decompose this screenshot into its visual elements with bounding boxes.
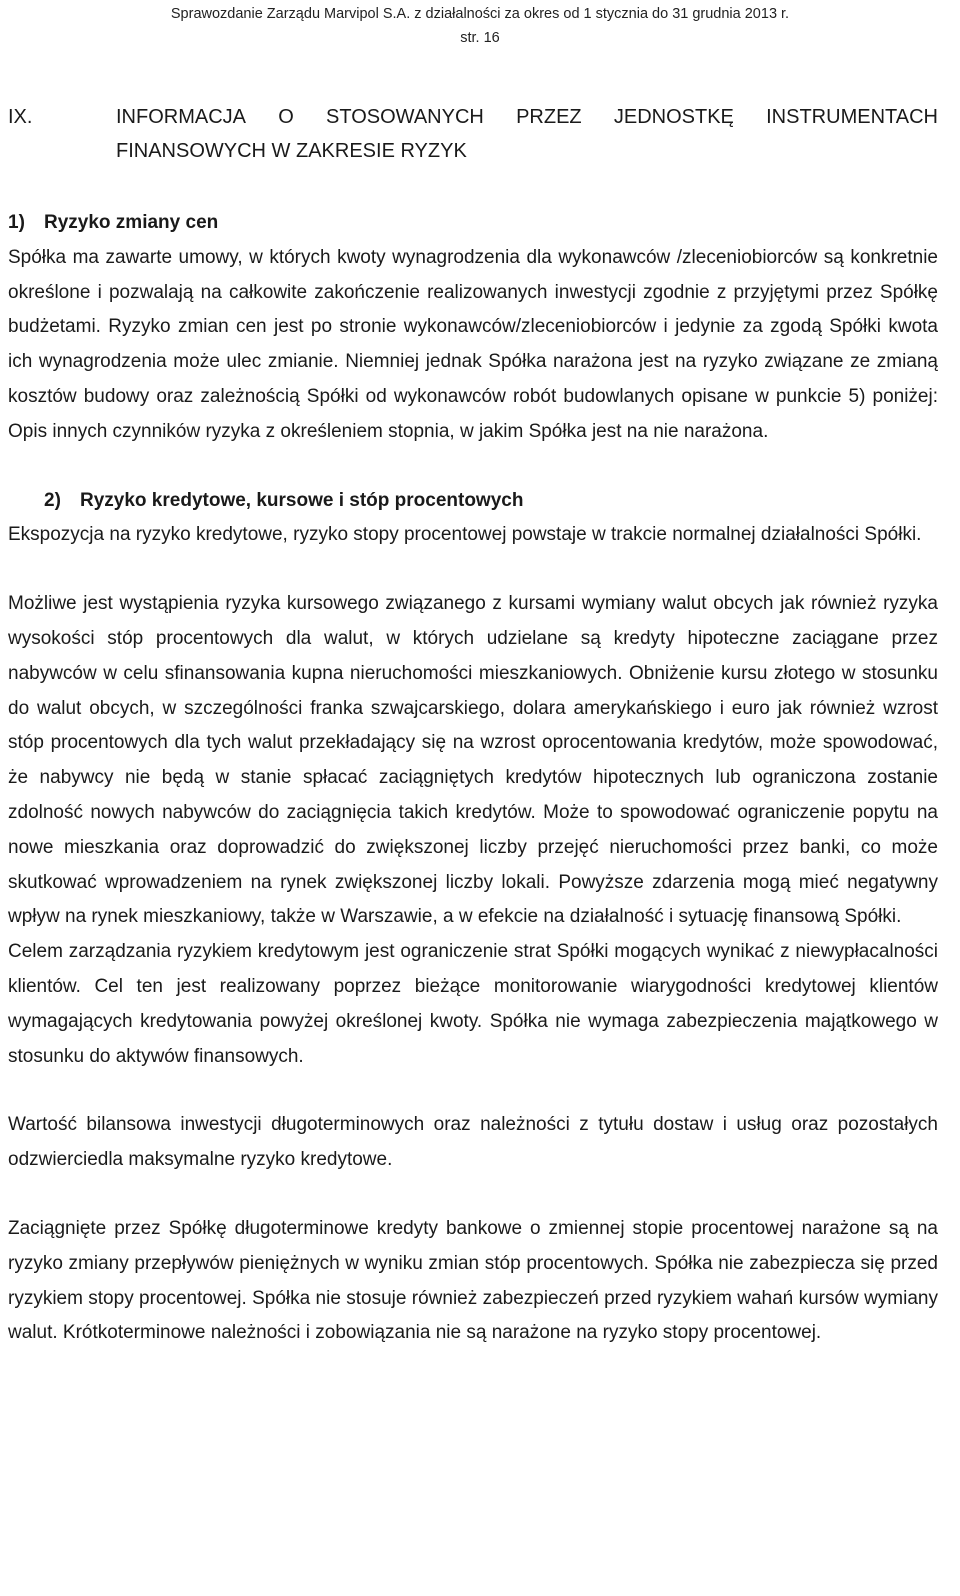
paragraph: Celem zarządzania ryzykiem kredytowym jest ograniczenie strat Spółki mogących wynikać z niewypłacalności klientów. Cel ten jest realizowany poprzez bieżące monitorowanie wiarygodności kredytowej klientów wymagających kredytowania powyżej określonej kwoty. Spółka nie wymaga zabezpieczenia majątkowego w stosunku do aktywów finansowych. (8, 941, 938, 1067)
title-word: STOSOWANYCH (326, 106, 484, 128)
title-word: PRZEZ (516, 106, 582, 128)
subsection-title: Ryzyko zmiany cen (44, 212, 219, 233)
subsection-heading-price-risk (8, 206, 938, 241)
paragraph: Ekspozycja na ryzyko kredytowe, ryzyko stopy procentowej powstaje w trakcie normalnej działalności Spółki. (8, 524, 922, 546)
subsection-number: 1) (8, 212, 25, 233)
paragraph: Wartość bilansowa inwestycji długoterminowych oraz należności z tytułu dostaw i usług oraz pozostałych odzwierciedla maksymalne ryzyko kredytowe. (8, 1114, 938, 1171)
spacer (8, 1178, 938, 1212)
section-number: IX. (8, 106, 33, 128)
title-word: INSTRUMENTACH (766, 106, 938, 128)
paragraph: Możliwe jest wystąpienia ryzyka kursowego związanego z kursami wymiany walut obcych jak również ryzyka wysokości stóp procentowych dla walut, w których udzielane są kredyty hipoteczne zaciągane przez nabywców w celu sfinansowania kupna nieruchomości mieszkaniowych. Obniżenie kursu złotego w stosunku do walut obcych, w szczególności franka szwajcarskiego, dolara amerykańskiego i euro jak również wzrost stóp procentowych dla tych walut przekładający się na wzrost oprocentowania kredytów, może spowodować, że nabywcy nie będą w stanie spłacać zaciągniętych kredytów hipotecznych lub ograniczona zostanie zdolność nowych nabywców do zaciągnięcia takich kredytów. Może to spowodować ograniczenie popytu na nowe mieszkania oraz doprowadzić do zwiększonej liczby przejęć nieruchomości przez banki, co może skutkować wprowadzeniem na rynek zwiększonej liczby lokali. Powyższe zdarzenia mogą mieć negatywny wpływ na rynek mieszkaniowy, także w Warszawie, a w efekcie na działalność i sytuację finansową Spółki. (8, 593, 938, 928)
running-header: Sprawozdanie Zarządu Marvipol S.A. z działalności za okres od 1 stycznia do 31 grudnia 2013 r. (170, 6, 790, 22)
section-title-line-1 (8, 100, 938, 134)
title-word: INFORMACJA (116, 106, 246, 128)
paragraph: Zaciągnięte przez Spółkę długoterminowe kredyty bankowe o zmiennej stopie procentowej narażone są na ryzyko zmiany przepływów pieniężnych w wyniku zmian stóp procentowych. Spółka nie zabezpiecza się przed ryzykiem stopy procentowej. Spółka nie stosuje również zabezpieczeń przed ryzykiem wahań kursów wymiany walut. Krótkoterminowe należności i zobowiązania nie są narażone na ryzyko stopy procentowej. (8, 1217, 938, 1344)
section-title-words (116, 100, 938, 134)
document-body (8, 206, 938, 1351)
title-word: JEDNOSTKĘ (613, 106, 734, 128)
subsection-number: 2) (44, 489, 61, 511)
spacer (8, 450, 938, 484)
subsection-heading-credit-risk (8, 484, 938, 519)
spacer (8, 1074, 938, 1108)
section-title (8, 100, 938, 168)
title-word: O (278, 106, 294, 128)
page-number: str. 16 (460, 30, 500, 46)
spacer (8, 553, 938, 587)
section-title-line-2: FINANSOWYCH W ZAKRESIE RYZYK (116, 140, 467, 162)
subsection-title: Ryzyko kredytowe, kursowe i stóp procentowych (80, 489, 524, 511)
paragraph: Spółka ma zawarte umowy, w których kwoty wynagrodzenia dla wykonawców /zleceniobiorców są konkretnie określone i pozwalają na całkowite zakończenie realizowanych inwestycji zgodnie z przyjętymi przez Spółkę budżetami. Ryzyko zmian cen jest po stronie wykonawców/zleceniobiorców i jedynie za zgodą Spółki kwota ich wynagrodzenia może ulec zmianie. Niemniej jednak Spółka narażona jest na ryzyko związane ze zmianą kosztów budowy oraz zależnością Spółki od wykonawców robót budowlanych opisane w punkcie 5) poniżej: Opis innych czynników ryzyka z określeniem stopnia, w jakim Spółka jest na nie narażona. (8, 246, 938, 442)
